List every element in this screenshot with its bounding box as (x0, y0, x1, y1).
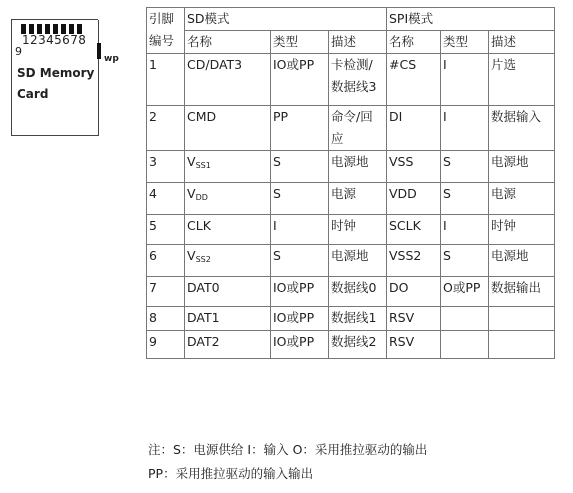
pin-table (146, 7, 555, 359)
cell-sd-desc (329, 245, 387, 277)
cell-sd-name (185, 331, 271, 359)
cell-sd-desc (329, 106, 387, 151)
cell-text: 命令/回应 (331, 109, 373, 146)
cell-spi-name (387, 331, 441, 359)
cell-subscript: SS1 (195, 161, 211, 170)
cell-text: 电源地 (491, 154, 529, 169)
cell-spi-desc (489, 106, 555, 151)
cell-sd-type (271, 54, 329, 106)
cell-text: DO (389, 280, 409, 295)
cell-text: CLK (187, 218, 211, 233)
cell-spi-desc (489, 183, 555, 215)
cell-spi-name (387, 183, 441, 215)
cell-text: S (273, 248, 281, 263)
notes (148, 438, 427, 486)
note-line-1: 注：S：电源供给 I：输入 O：采用推拉驱动的输出 (148, 442, 428, 457)
cell-spi-type (441, 277, 489, 307)
cell-text: IO或PP (273, 334, 315, 349)
cell-text: 4 (149, 186, 157, 201)
header-spi-name: 名称 (387, 31, 441, 54)
cell-sd-name (185, 215, 271, 245)
cell-spi-desc (489, 307, 555, 331)
header-pin-line2: 编号 (149, 33, 175, 48)
cell-spi-desc (489, 331, 555, 359)
cell-text: V (187, 154, 196, 169)
cell-text: DAT1 (187, 310, 220, 325)
table-row (147, 277, 555, 307)
table-row (147, 331, 555, 359)
cell-sd-type (271, 331, 329, 359)
cell-text: 3 (149, 154, 157, 169)
cell-text: V (187, 186, 196, 201)
header-pin-line1: 引脚 (149, 11, 175, 26)
cell-sd-name (185, 245, 271, 277)
wp-label: wp (104, 54, 119, 64)
cell-spi-name (387, 277, 441, 307)
cell-pin (147, 331, 185, 359)
cell-spi-desc (489, 215, 555, 245)
cell-text: S (443, 186, 451, 201)
cell-spi-desc (489, 245, 555, 277)
cell-text: PP (273, 109, 289, 124)
cell-sd-name (185, 183, 271, 215)
cell-subscript: SS2 (195, 255, 211, 264)
cell-sd-name (185, 307, 271, 331)
cell-text: 电源 (491, 186, 517, 201)
cell-sd-type (271, 106, 329, 151)
cell-text: #CS (389, 57, 417, 72)
cell-text: O或PP (443, 280, 481, 295)
pin-numbers: 12345678 (22, 33, 87, 47)
table-row (147, 106, 555, 151)
cell-spi-type (441, 54, 489, 106)
cell-text: DI (389, 109, 403, 124)
cell-sd-type (271, 151, 329, 183)
cell-text: 电源地 (331, 154, 369, 169)
cell-text: VSS2 (389, 248, 422, 263)
table-subheader-row (147, 31, 555, 54)
cell-text: 7 (149, 280, 157, 295)
cell-text: CD/DAT3 (187, 57, 243, 72)
cell-text: VDD (389, 186, 417, 201)
cell-sd-desc (329, 183, 387, 215)
cell-text: 9 (149, 334, 157, 349)
cell-text: I (273, 218, 277, 233)
table-row (147, 215, 555, 245)
cell-sd-desc (329, 215, 387, 245)
cell-text: 数据输入 (491, 109, 542, 124)
cell-pin (147, 277, 185, 307)
table-row (147, 183, 555, 215)
cell-text: S (443, 154, 451, 169)
write-protect-tab (97, 43, 101, 59)
table-row (147, 54, 555, 106)
cell-text: RSV (389, 310, 415, 325)
cell-text: 电源地 (491, 248, 529, 263)
cell-spi-name (387, 215, 441, 245)
cell-spi-type (441, 215, 489, 245)
cell-text: 电源地 (331, 248, 369, 263)
cell-spi-type (441, 331, 489, 359)
cell-text: 数据线1 (331, 310, 377, 325)
cell-pin (147, 151, 185, 183)
cell-subscript: DD (195, 193, 208, 202)
cell-sd-desc (329, 331, 387, 359)
note-line-2: PP：采用推拉驱动的输入输出 (148, 466, 314, 481)
cell-text: S (273, 154, 281, 169)
cell-pin (147, 54, 185, 106)
pin-9-label: 9 (15, 45, 22, 58)
cell-spi-type (441, 183, 489, 215)
cell-text: 卡检测/数据线3 (331, 57, 377, 94)
header-sd-mode: SD模式 (185, 8, 387, 31)
cell-text: SCLK (389, 218, 421, 233)
cell-text: I (443, 57, 447, 72)
cell-sd-type (271, 245, 329, 277)
cell-text: DAT2 (187, 334, 220, 349)
header-sd-desc: 描述 (329, 31, 387, 54)
cell-sd-name (185, 106, 271, 151)
cell-pin (147, 245, 185, 277)
table-row (147, 245, 555, 277)
card-title-line2: Card (17, 87, 49, 101)
cell-text: 时钟 (331, 218, 357, 233)
cell-text: 数据线0 (331, 280, 377, 295)
cell-text: IO或PP (273, 280, 315, 295)
cell-text: IO或PP (273, 310, 315, 325)
cell-text: 数据线2 (331, 334, 377, 349)
cell-text: 8 (149, 310, 157, 325)
cell-spi-name (387, 245, 441, 277)
cell-sd-desc (329, 277, 387, 307)
cell-sd-desc (329, 54, 387, 106)
cell-pin (147, 307, 185, 331)
table-header-row (147, 8, 555, 31)
cell-text: S (443, 248, 451, 263)
cell-sd-desc (329, 307, 387, 331)
cell-sd-name (185, 277, 271, 307)
cell-spi-type (441, 307, 489, 331)
header-spi-type: 类型 (441, 31, 489, 54)
cell-text: IO或PP (273, 57, 315, 72)
cell-pin (147, 106, 185, 151)
cell-sd-type (271, 215, 329, 245)
cell-text: 5 (149, 218, 157, 233)
cell-sd-name (185, 151, 271, 183)
cell-spi-type (441, 106, 489, 151)
cell-spi-name (387, 54, 441, 106)
header-pin (147, 8, 185, 54)
cell-text: CMD (187, 109, 217, 124)
table-row (147, 151, 555, 183)
cell-spi-name (387, 151, 441, 183)
cell-pin (147, 183, 185, 215)
cell-text: V (187, 248, 196, 263)
cell-text: 6 (149, 248, 157, 263)
cell-sd-type (271, 277, 329, 307)
cell-sd-type (271, 307, 329, 331)
cell-text: 2 (149, 109, 157, 124)
cell-sd-type (271, 183, 329, 215)
cell-pin (147, 215, 185, 245)
cell-spi-desc (489, 277, 555, 307)
cell-text: 片选 (491, 57, 517, 72)
cell-text: I (443, 109, 447, 124)
sd-card-diagram (11, 20, 99, 136)
cell-sd-name (185, 54, 271, 106)
cell-text: 时钟 (491, 218, 517, 233)
cell-spi-name (387, 106, 441, 151)
cell-text: RSV (389, 334, 415, 349)
cell-text: 数据输出 (491, 280, 542, 295)
header-sd-type: 类型 (271, 31, 329, 54)
card-title (17, 63, 107, 105)
cell-sd-desc (329, 151, 387, 183)
header-spi-mode: SPI模式 (387, 8, 555, 31)
cell-text: DAT0 (187, 280, 220, 295)
cell-text: I (443, 218, 447, 233)
cell-spi-name (387, 307, 441, 331)
header-spi-desc: 描述 (489, 31, 555, 54)
cell-text: 1 (149, 57, 157, 72)
card-title-line1: SD Memory (17, 66, 95, 80)
cell-text: S (273, 186, 281, 201)
header-sd-name: 名称 (185, 31, 271, 54)
cell-spi-type (441, 245, 489, 277)
cell-text: VSS (389, 154, 414, 169)
cell-spi-desc (489, 151, 555, 183)
cell-spi-desc (489, 54, 555, 106)
table-row (147, 307, 555, 331)
cell-spi-type (441, 151, 489, 183)
cell-text: 电源 (331, 186, 357, 201)
